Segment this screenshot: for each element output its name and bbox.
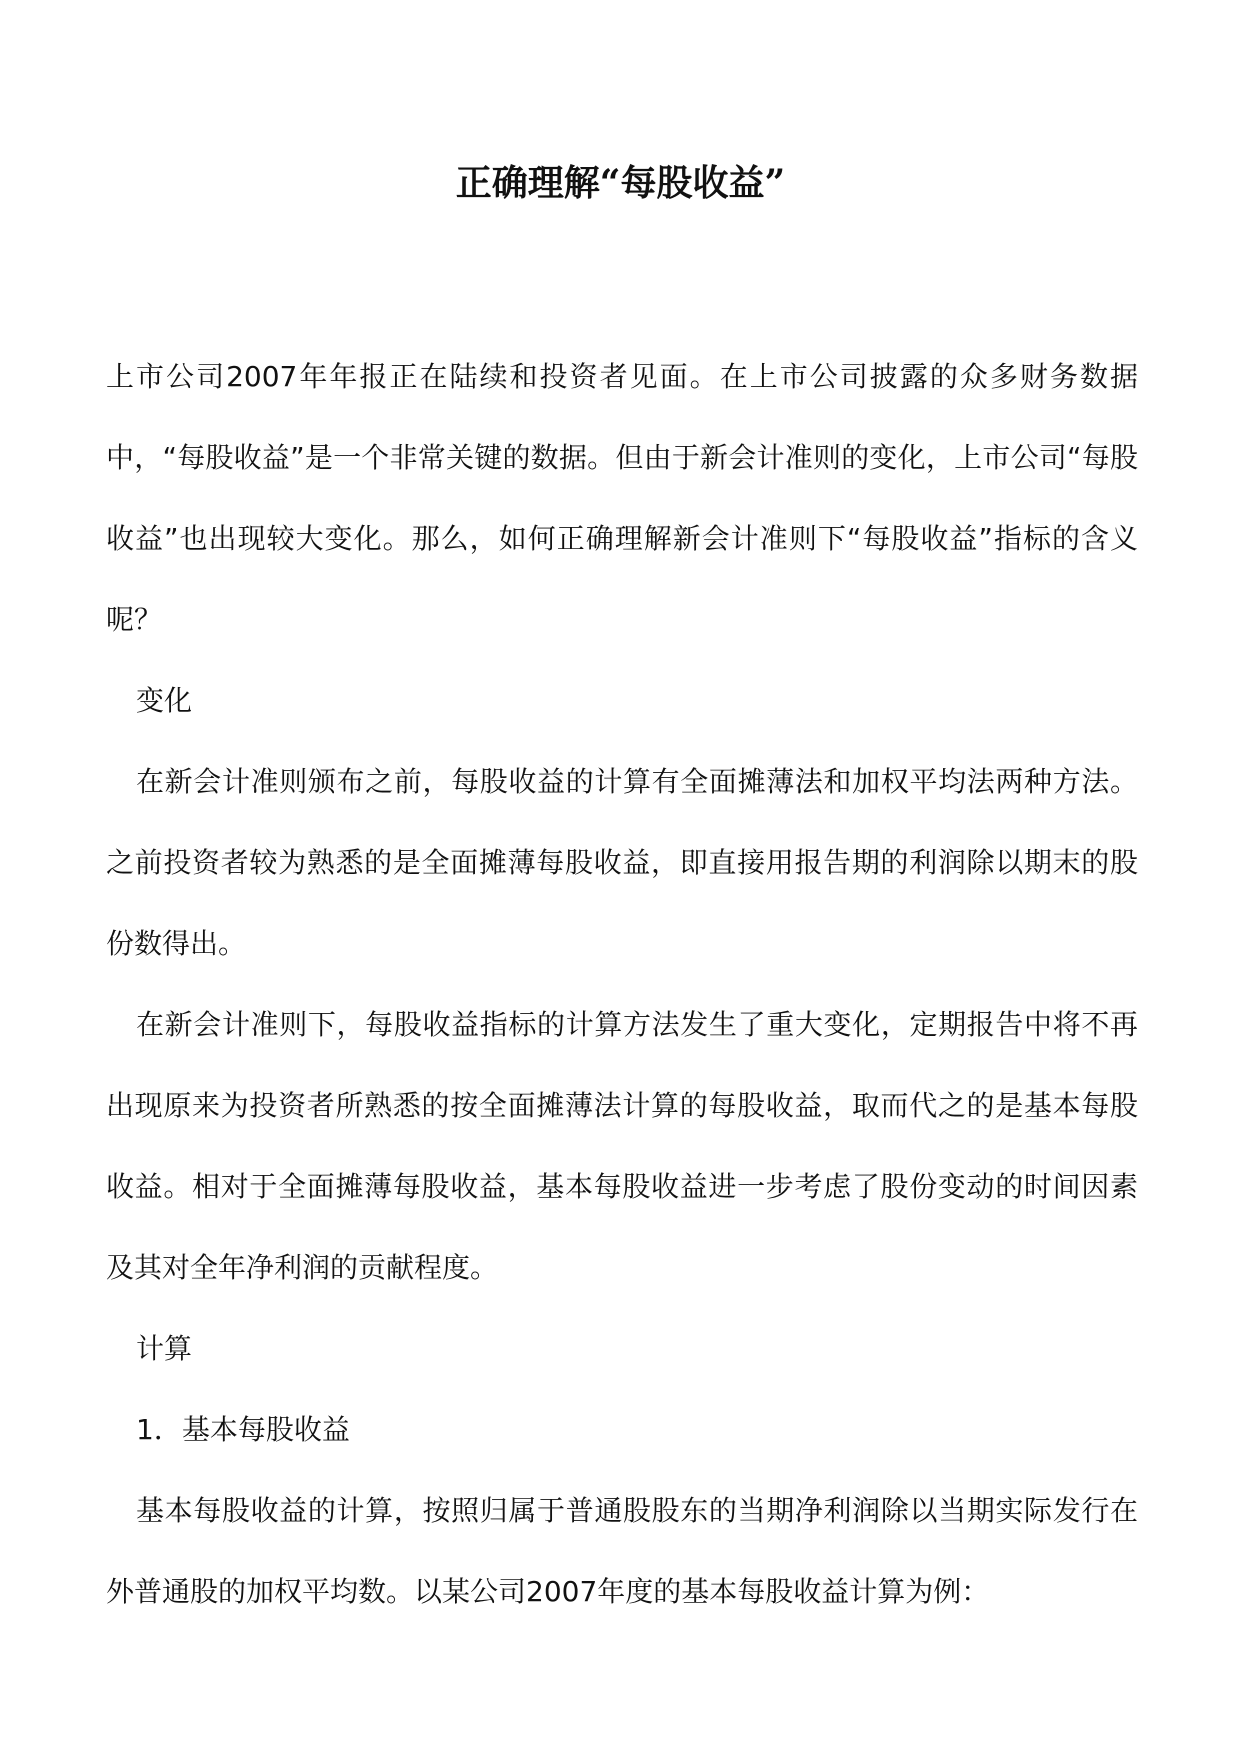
subsection-heading-basic-eps: 1．基本每股收益 (136, 1413, 350, 1446)
intro-paragraph: 上市公司2007年年报正在陆续和投资者见面。在上市公司披露的众多财务数据中，“每股收益”是一个非常关键的数据。但由于新会计准则的变化，上市公司“每股收益”也出现较大变化。那么，如何正确理解新会计准则下“每股收益”指标的含义呢？ (106, 360, 1138, 636)
document-title: 正确理解“每股收益” (455, 162, 786, 204)
section-heading-changes: 变化 (136, 684, 193, 717)
paragraph-before-new-standard: 在新会计准则颁布之前，每股收益的计算有全面摊薄法和加权平均法两种方法。之前投资者较为熟悉的是全面摊薄每股收益，即直接用报告期的利润除以期末的股份数得出。 (106, 765, 1138, 960)
paragraph-under-new-standard: 在新会计准则下，每股收益指标的计算方法发生了重大变化，定期报告中将不再出现原来为投资者所熟悉的按全面摊薄法计算的每股收益，取而代之的是基本每股收益。相对于全面摊薄每股收益，基本每股收益进一步考虑了股份变动的时间因素及其对全年净利润的贡献程度。 (106, 1008, 1138, 1284)
paragraph-basic-eps-calculation: 基本每股收益的计算，按照归属于普通股股东的当期净利润除以当期实际发行在外普通股的加权平均数。以某公司2007年度的基本每股收益计算为例： (106, 1494, 1138, 1608)
document-body (106, 336, 1138, 1632)
section-heading-calculation: 计算 (136, 1332, 193, 1365)
